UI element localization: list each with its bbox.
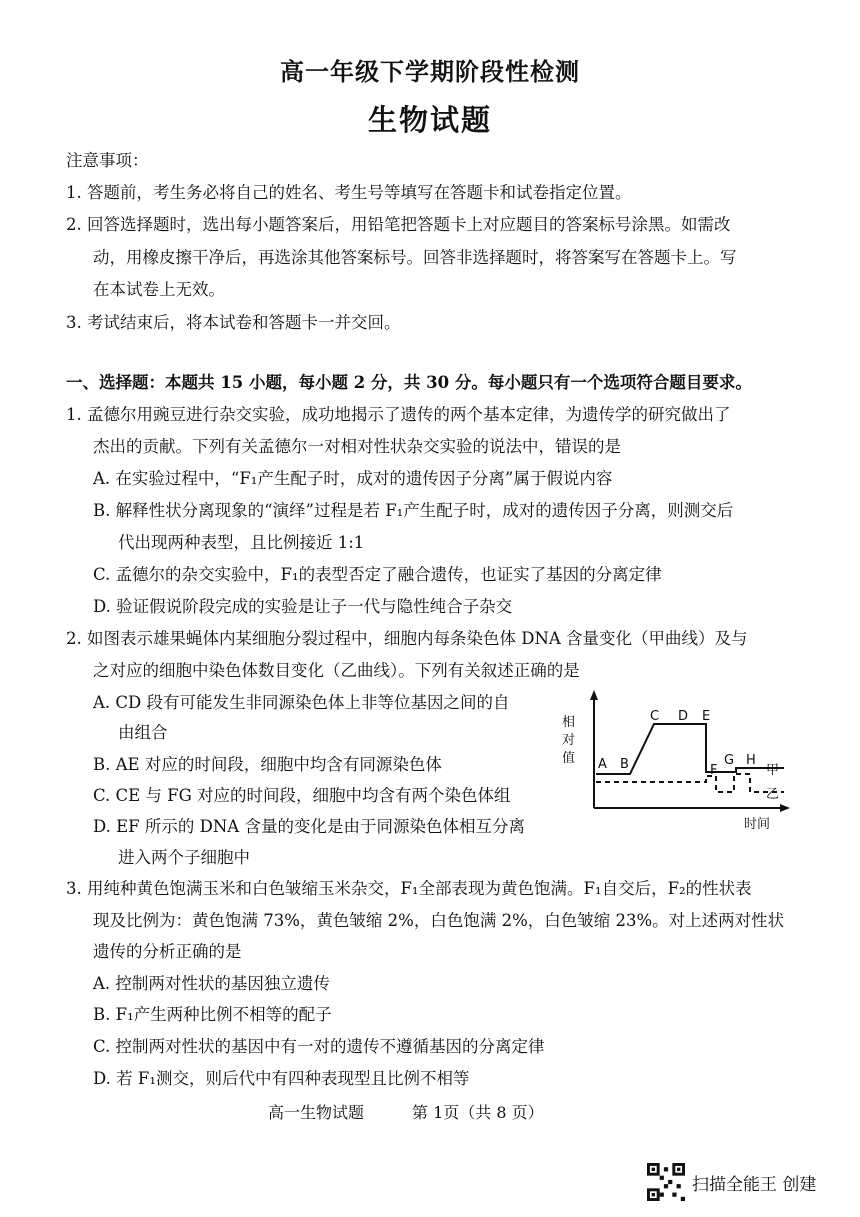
q3-stem: 3. 用纯种黄色饱满玉米和白色皱缩玉米杂交，F₁全部表现为黄色饱满。F₁自交后，F₂的性状表 [66, 879, 752, 898]
q1-option-b: B. 解释性状分离现象的“演绎”过程是若 F₁产生配子时，成对的遗传因子分离，则测交后 [93, 501, 734, 520]
q3-stem: 遗传的分析正确的是 [93, 942, 242, 961]
point-label-d: D [678, 709, 689, 724]
y-label: 相 [562, 715, 576, 730]
q1-option-d: D. 验证假说阶段完成的实验是让子一代与隐性纯合子杂交 [93, 597, 513, 616]
point-label-e: E [702, 709, 711, 724]
q1-stem: 杰出的贡献。下列有关孟德尔一对相对性状杂交实验的说法中，错误的是 [93, 437, 621, 456]
point-label-h: H [746, 753, 756, 768]
point-label-g: G [724, 753, 735, 768]
note-item: 1. 答题前，考生务必将自己的姓名、考生号等填写在答题卡和试卷指定位置。 [66, 183, 632, 202]
point-label-f: F [710, 763, 718, 778]
q1-option-c: C. 孟德尔的杂交实验中，F₁的表型否定了融合遗传，也证实了基因的分离定律 [93, 565, 662, 584]
q2-figure [560, 688, 800, 838]
q3-option-c: C. 控制两对性状的基因中有一对的遗传不遵循基因的分离定律 [93, 1037, 545, 1056]
q2-option-d: 进入两个子细胞中 [118, 848, 250, 867]
note-item: 3. 考试结束后，将本试卷和答题卡一并交回。 [66, 313, 401, 332]
curve-label-jia: 甲 [766, 763, 780, 778]
note-item: 2. 回答选择题时，选出每小题答案后，用铅笔把答题卡上对应题目的答案标号涂黑。如需改 [66, 215, 731, 234]
footer-page-number: 第 1页（共 8 页） [412, 1103, 544, 1122]
subject-title: 生物试题 [367, 103, 492, 137]
qr-code-icon [647, 1163, 685, 1201]
curve-yi [596, 774, 784, 792]
x-axis-arrow [780, 804, 790, 812]
x-label: 时间 [744, 817, 771, 832]
q2-option-a: A. CD 段有可能发生非同源染色体上非等位基因之间的自 [93, 693, 510, 712]
q2-option-a: 由组合 [118, 723, 168, 742]
q3-stem: 现及比例为：黄色饱满 73%，黄色皱缩 2%，白色饱满 2%，白色皱缩 23%。对上述两对性状 [93, 911, 785, 930]
note-item: 动，用橡皮擦干净后，再选涂其他答案标号。回答非选择题时，将答案写在答题卡上。写 [93, 248, 737, 267]
q2-stem: 之对应的细胞中染色体数目变化（乙曲线）。下列有关叙述正确的是 [93, 661, 580, 680]
q1-stem: 1. 孟德尔用豌豆进行杂交实验，成功地揭示了遗传的两个基本定律，为遗传学的研究做出了 [66, 405, 731, 424]
q3-option-d: D. 若 F₁测交，则后代中有四种表现型且比例不相等 [93, 1069, 470, 1088]
curve-label-yi: 乙 [766, 787, 780, 802]
q2-option-b: B. AE 对应的时间段，细胞中均含有同源染色体 [93, 755, 442, 774]
y-label: 值 [562, 751, 576, 766]
q2-option-c: C. CE 与 FG 对应的时间段，细胞中均含有两个染色体组 [93, 786, 511, 805]
point-label-c: C [650, 709, 660, 724]
q3-option-b: B. F₁产生两种比例不相等的配子 [93, 1005, 332, 1024]
notes-heading: 注意事项： [66, 151, 149, 170]
note-item: 在本试卷上无效。 [93, 280, 225, 299]
footer-subject: 高一生物试题 [268, 1103, 365, 1122]
q3-option-a: A. 控制两对性状的基因独立遗传 [93, 974, 330, 993]
point-label-a: A [598, 757, 607, 772]
watermark-text: 扫描全能王 创建 [692, 1175, 817, 1195]
y-axis-arrow [590, 690, 598, 700]
q1-option-a: A. 在实验过程中，“F₁产生配子时，成对的遗传因子分离”属于假说内容 [93, 469, 613, 488]
point-label-b: B [620, 757, 629, 772]
y-label: 对 [562, 733, 576, 748]
exam-title: 高一年级下学期阶段性检测 [280, 58, 580, 86]
q2-option-d: D. EF 所示的 DNA 含量的变化是由于同源染色体相互分离 [93, 817, 525, 836]
q1-option-b: 代出现两种表型，且比例接近 1:1 [118, 533, 365, 552]
section-heading: 一、选择题：本题共 15 小题，每小题 2 分，共 30 分。每小题只有一个选项符合题目要求。 [66, 373, 752, 392]
q2-stem: 2. 如图表示雄果蝇体内某细胞分裂过程中，细胞内每条染色体 DNA 含量变化（甲曲线）及与 [66, 629, 748, 648]
